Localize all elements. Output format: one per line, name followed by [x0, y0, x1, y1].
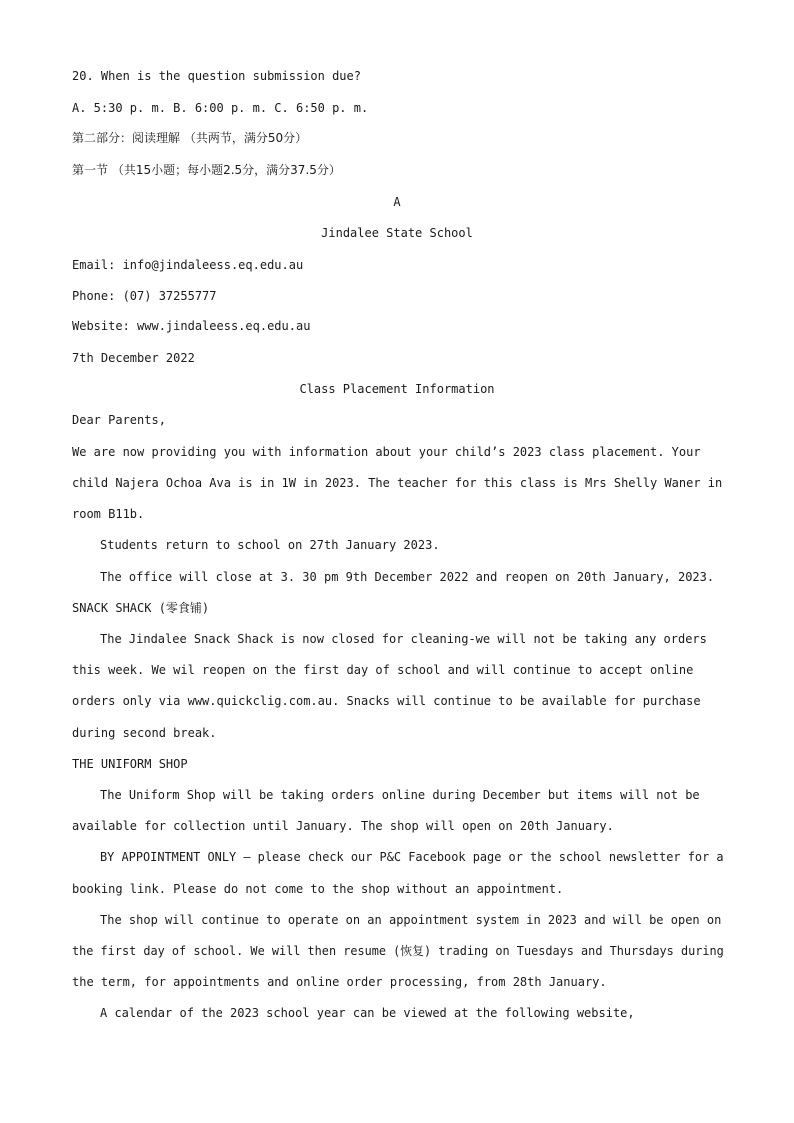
part-title: 第二部分：阅读理解 （共两节，满分50分） [72, 131, 308, 145]
school-name: Jindalee State School [321, 226, 473, 240]
office-line: The office will close at 3. 30 pm 9th December 2022 and reopen on 20th January, 2023. [100, 570, 715, 584]
question-options: A. 5:30 p. m. B. 6:00 p. m. C. 6:50 p. m. [72, 101, 369, 115]
snack-line: The Jindalee Snack Shack is now closed for cleaning-we will not be taking any orders [100, 632, 707, 646]
intro-line: We are now providing you with information about your child’s 2023 class placement. Your [72, 445, 701, 459]
uniform-heading: THE UNIFORM SHOP [72, 757, 188, 771]
uniform-line: The shop will continue to operate on an appointment system in 2023 and will be open on [100, 913, 722, 927]
uniform-line: available for collection until January. The shop will open on 20th January. [72, 819, 614, 833]
snack-line: this week. We wil reopen on the first day of school and will continue to accept online [72, 663, 694, 677]
snack-line: orders only via www.quickclig.com.au. Snacks will continue to be available for purchase [72, 694, 701, 708]
intro-line: room B11b. [72, 507, 145, 521]
snack-heading: SNACK SHACK (零食铺) [72, 601, 210, 615]
school-phone: Phone: (07) 37255777 [72, 289, 217, 303]
passage-letter: A [393, 195, 401, 209]
letter-greeting: Dear Parents, [72, 413, 166, 427]
letter-title: Class Placement Information [299, 382, 495, 396]
uniform-line: BY APPOINTMENT ONLY — please check our P&C Facebook page or the school newsletter for a [100, 850, 724, 864]
uniform-line: The Uniform Shop will be taking orders online during December but items will not be [100, 788, 700, 802]
uniform-line: booking link. Please do not come to the shop without an appointment. [72, 882, 564, 896]
return-line: Students return to school on 27th January 2023. [100, 538, 440, 552]
snack-line: during second break. [72, 726, 217, 740]
subsection-title: 第一节 （共15小题；每小题2.5分，满分37.5分） [72, 163, 341, 177]
intro-line: child Najera Ochoa Ava is in 1W in 2023. The teacher for this class is Mrs Shelly Waner in [72, 476, 723, 490]
school-email: Email: info@jindaleess.eq.edu.au [72, 258, 304, 272]
school-website: Website: www.jindaleess.eq.edu.au [72, 319, 311, 333]
question-stem: 20. When is the question submission due? [72, 69, 361, 83]
calendar-line: A calendar of the 2023 school year can be viewed at the following website, [100, 1006, 635, 1020]
uniform-line: the first day of school. We will then resume (恢复) trading on Tuesdays and Thursdays during [72, 944, 724, 958]
uniform-line: the term, for appointments and online order processing, from 28th January. [72, 975, 607, 989]
letter-date: 7th December 2022 [72, 351, 195, 365]
